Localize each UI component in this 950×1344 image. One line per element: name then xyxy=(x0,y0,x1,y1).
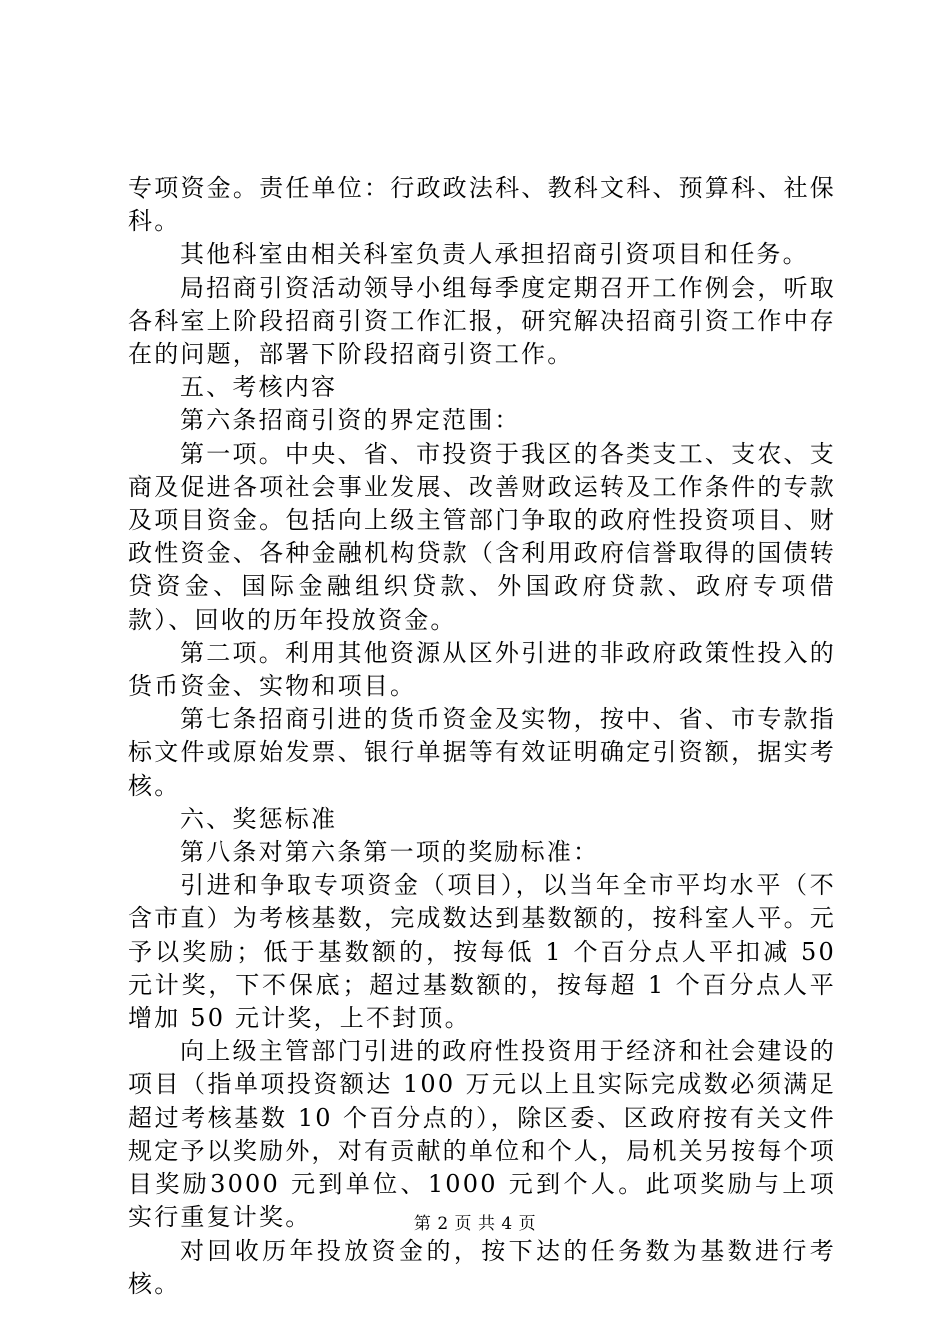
paragraph-reward-standard: 引进和争取专项资金（项目），以当年全市平均水平（不含市直）为考核基数，完成数达到基数额的，按科室人平。元予以奖励；低于基数额的，按每低 1 个百分点人平扣减 50 元计奖，下不保底；超过基数额的，按每超 1 个百分点人平增加 50 元计奖，上不封顶。 xyxy=(128,871,836,1033)
section-heading-assessment: 五、考核内容 xyxy=(180,373,338,402)
paragraph-item-2: 第二项。利用其他资源从区外引进的非政府政策性投入的货币资金、实物和项目。 xyxy=(128,638,836,701)
paragraph-3: 局招商引资活动领导小组每季度定期召开工作例会，听取各科室上阶段招商引资工作汇报，研究解决招商引资工作中存在的问题，部署下阶段招商引资工作。 xyxy=(128,273,836,369)
paragraph-1: 专项资金。责任单位：行政政法科、教科文科、预算科、社保科。 xyxy=(128,174,836,236)
article-6-heading: 第六条招商引资的界定范围： xyxy=(180,406,521,435)
paragraph-investment-reward: 向上级主管部门引进的政府性投资用于经济和社会建设的项目（指单项投资额达 100 万元以上且实际完成数必须满足超过考核基数 10 个百分点的），除区委、区政府按有关文件规定予以奖励外，对有贡献的单位和个人，局机关另按每个项目奖励3000 元到单位、1000 元到个人。此项奖励与上项实行重复计奖。 xyxy=(128,1037,836,1232)
paragraph-2: 其他科室由相关科室负责人承担招商引资项目和任务。 xyxy=(180,240,809,269)
paragraph-recovery: 对回收历年投放资金的，按下达的任务数为基数进行考核。 xyxy=(128,1236,836,1298)
article-7: 第七条招商引进的货币资金及实物，按中、省、市专款指标文件或原始发票、银行单据等有效证明确定引资额，据实考核。 xyxy=(128,705,836,800)
section-heading-rewards: 六、奖惩标准 xyxy=(180,804,338,833)
document-body xyxy=(128,172,836,1301)
paragraph-item-1: 第一项。中央、省、市投资于我区的各类支工、支农、支商及促进各项社会事业发展、改善财政运转及工作条件的专款及项目资金。包括向上级主管部门争取的政府性投资项目、财政性资金、各种金融机构贷款（含利用政府信誉取得的国债转贷资金、国际金融组织贷款、外国政府贷款、政府专项借款）、回收的历年投放资金。 xyxy=(128,439,836,634)
page-number-footer: 第 2 页 共 4 页 xyxy=(413,1214,537,1234)
article-8-heading: 第八条对第六条第一项的奖励标准： xyxy=(180,838,600,867)
